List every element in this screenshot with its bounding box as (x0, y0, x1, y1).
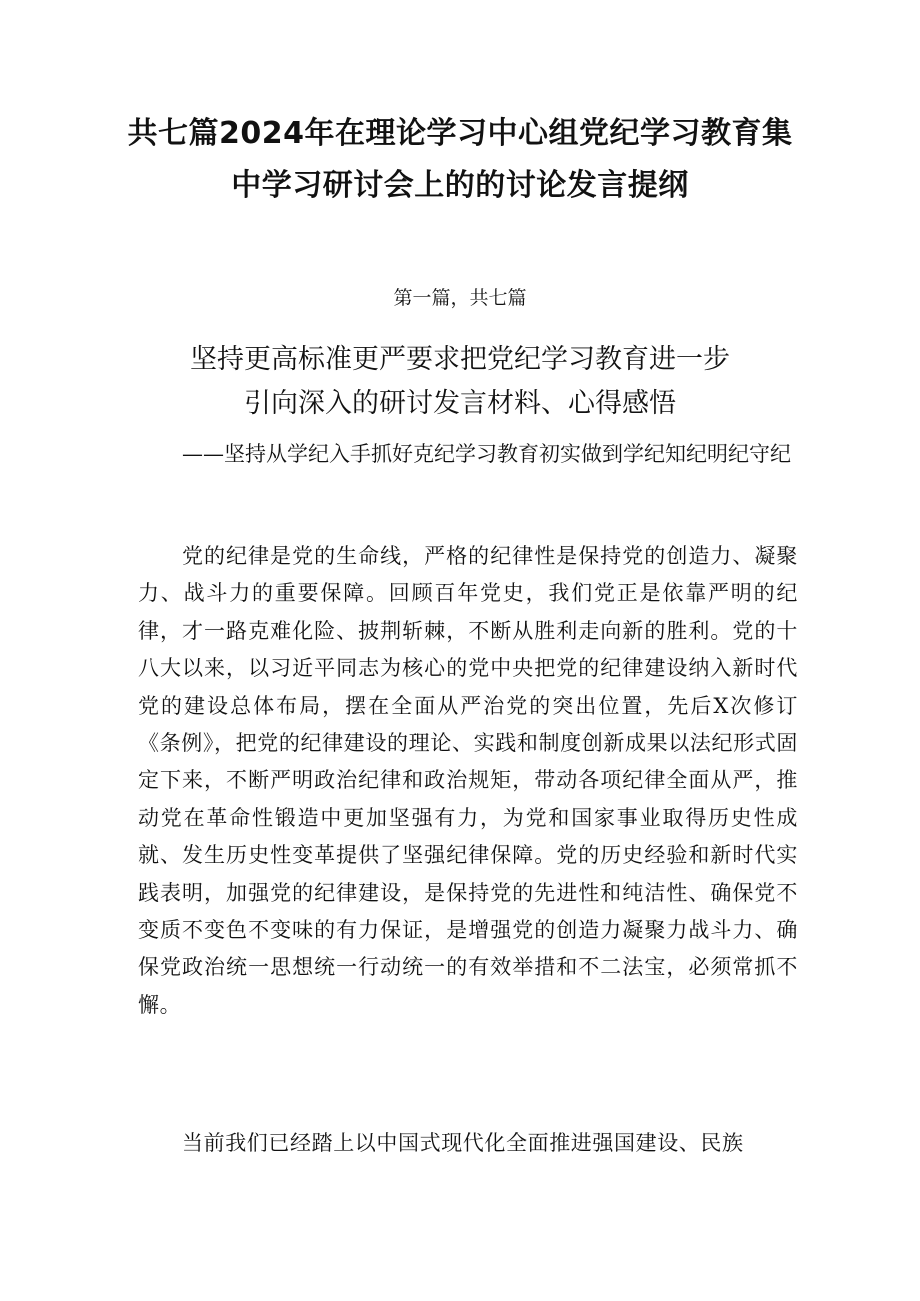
article-subtitle: ——坚持从学纪入手抓好克纪学习教育初实做到学纪知纪明纪守纪 (182, 442, 791, 466)
section-label: 第一篇，共七篇 (393, 287, 527, 309)
article-title-line-1: 坚持更高标准更严要求把党纪学习教育进一步 (190, 344, 730, 375)
body-paragraph-1: 党的纪律是党的生命线，严格的纪律性是保持党的创造力、凝聚力、战斗力的重要保障。回顾百年党史，我们党正是依靠严明的纪律，才一路克难化险、披荆斩棘，不断从胜利走向新的胜利。党的十八大以来，以习近平同志为核心的党中央把党的纪律建设纳入新时代党的建设总体布局，摆在全面从严治党的突出位置，先后X次修订《条例》，把党的纪律建设的理论、实践和制度创新成果以法纪形式固定下来，不断严明政治纪律和政治规矩，带动各项纪律全面从严，推动党在革命性锻造中更加坚强有力，为党和国家事业取得历史性成就、发生历史性变革提供了坚强纪律保障。党的历史经验和新时代实践表明，加强党的纪律建设，是保持党的先进性和纯洁性、确保党不变质不变色不变味的有力保证，是增强党的创造力凝聚力战斗力、确保党政治统一思想统一行动统一的有效举措和不二法宝，必须常抓不懈。 (138, 544, 798, 1017)
document-title (0, 108, 920, 212)
document-title-line-2: 中学习研讨会上的的讨论发言提纲 (231, 168, 689, 203)
body-paragraph-2: 当前我们已经踏上以中国式现代化全面推进强国建设、民族 (182, 1131, 744, 1155)
document-title-line-1: 共七篇2024年在理论学习中心组党纪学习教育集 (127, 116, 793, 151)
article-title-line-2: 引向深入的研讨发言材料、心得感悟 (244, 388, 676, 419)
article-title (0, 338, 920, 426)
